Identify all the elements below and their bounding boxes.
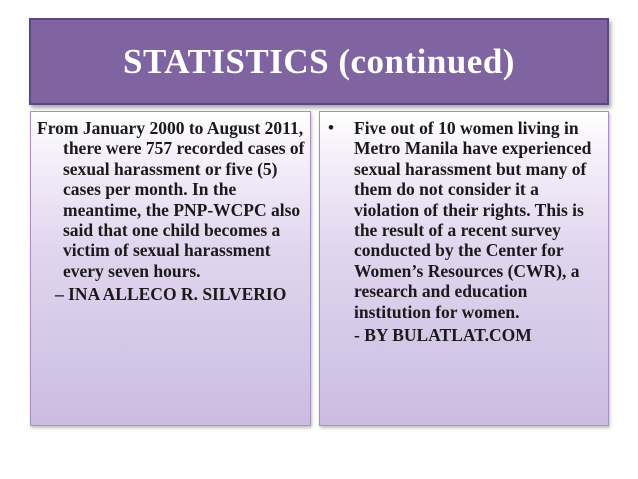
left-content (37, 118, 307, 305)
left-text-box (30, 111, 311, 426)
bullet-marker: • (328, 118, 334, 137)
right-text-box (319, 111, 609, 426)
slide-title: STATISTICS (continued) (123, 41, 515, 81)
title-bar (29, 18, 609, 105)
right-content (328, 118, 608, 345)
right-paragraph: Five out of 10 women living in Metro Manila have experienced sexual harassment but many of them do not consider it a violation of their rights. This is the result of a recent survey conducted by the Center for Women’s Resources (CWR), a research and education institution for women. (354, 118, 592, 322)
left-attribution: – INA ALLECO R. SILVERIO (55, 284, 287, 305)
right-attribution: - BY BULATLAT.COM (354, 325, 532, 346)
left-paragraph: From January 2000 to August 2011, there were 757 recorded cases of sexual harassment or five (5) cases per month. In the meantime, the PNP-WCPC also said that one child becomes a victim of sexual harassment every seven hours. (37, 118, 305, 281)
bullet-item (328, 118, 608, 322)
